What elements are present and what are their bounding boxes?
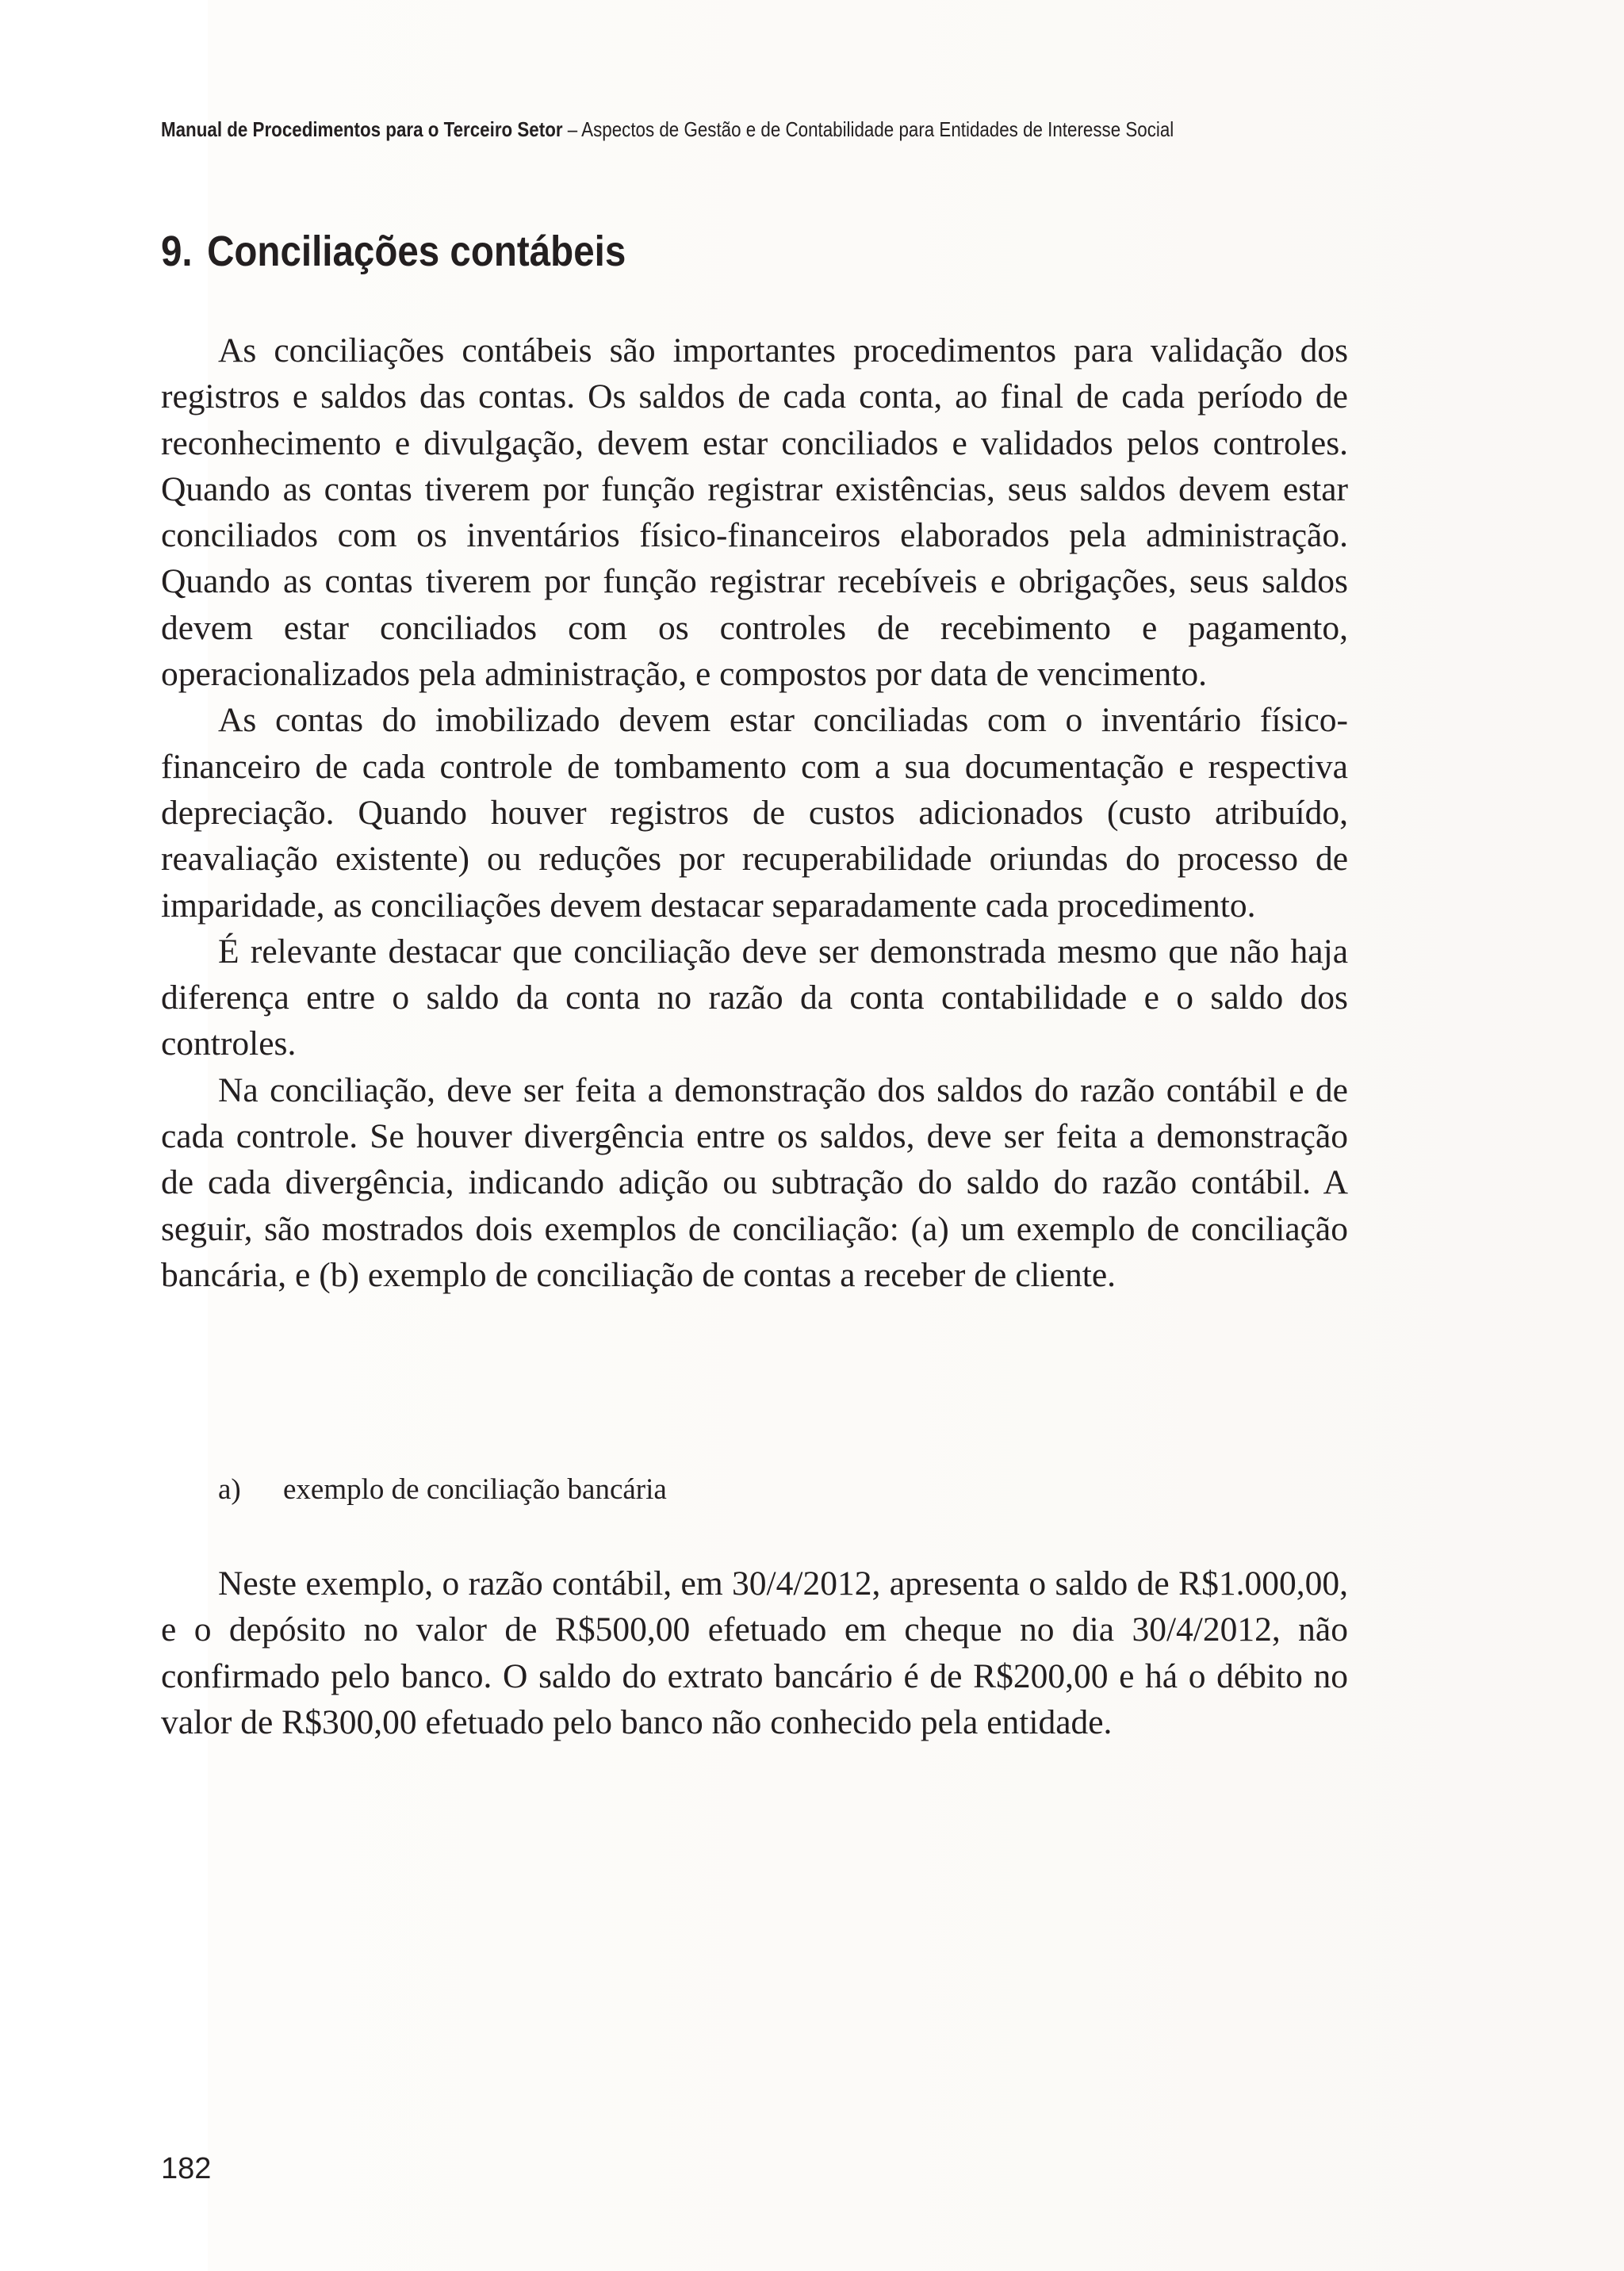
paragraph-3: É relevante destacar que conciliação deve ser demonstrada mesmo que não haja diferença entre o saldo da conta no razão da conta contabilidade e o saldo dos controles.: [161, 932, 1348, 1063]
body-text: [161, 327, 1348, 1298]
chapter-title-text: Conciliações contábeis: [207, 228, 626, 275]
chapter-number: 9.: [161, 228, 193, 275]
page-number: 182: [161, 2152, 212, 2185]
example-body: [161, 1561, 1348, 1745]
paragraph-2: As contas do imobilizado devem estar conciliadas com o inventário físico-financeiro de cada controle de tombamento com a sua documentação e respectiva depreciação. Quando houver registros de custos adicionados (custo atribuído, reavaliação existente) ou reduções por recuperabilidade oriundas do processo de imparidade, as conciliações devem destacar separadamente cada procedimento.: [161, 701, 1348, 925]
running-header-subtitle: – Aspectos de Gestão e de Contabilidade para Entidades de Interesse Social: [562, 117, 1174, 141]
example-item-label: exemplo de conciliação bancária: [283, 1473, 667, 1506]
paragraph-1: As conciliações contábeis são importantes procedimentos para validação dos registros e saldos das contas. Os saldos de cada conta, ao final de cada período de reconhecimento e divulgação, devem estar conciliados e validados pelos controles. Quando as contas tiverem por função registrar existências, seus saldos devem estar conciliados com os inventários físico-financeiros elaborados pela administração. Quando as contas tiverem por função registrar recebíveis e obrigações, seus saldos devem estar conciliados com os controles de recebimento e pagamento, operacionalizados pela administração, e compostos por data de vencimento.: [161, 331, 1348, 694]
chapter-title: [161, 230, 626, 273]
paragraph-4: Na conciliação, deve ser feita a demonstração dos saldos do razão contábil e de cada controle. Se houver divergência entre os saldos, deve ser feita a demonstração de cada divergência, indicando adição ou subtração do saldo do razão contábil. A seguir, são mostrados dois exemplos de conciliação: (a) um exemplo de conciliação bancária, e (b) exemplo de conciliação de contas a receber de cliente.: [161, 1070, 1348, 1294]
example-item-marker: a): [218, 1473, 241, 1506]
example-list-item: [218, 1473, 667, 1507]
running-header: [161, 117, 1174, 142]
example-paragraph: Neste exemplo, o razão contábil, em 30/4/2012, apresenta o saldo de R$1.000,00, e o depósito no valor de R$500,00 efetuado em cheque no dia 30/4/2012, não confirmado pelo banco. O saldo do extrato bancário é de R$200,00 e há o débito no valor de R$300,00 efetuado pelo banco não conhecido pela entidade.: [161, 1564, 1348, 1741]
running-header-title: Manual de Procedimentos para o Terceiro Setor: [161, 117, 563, 141]
